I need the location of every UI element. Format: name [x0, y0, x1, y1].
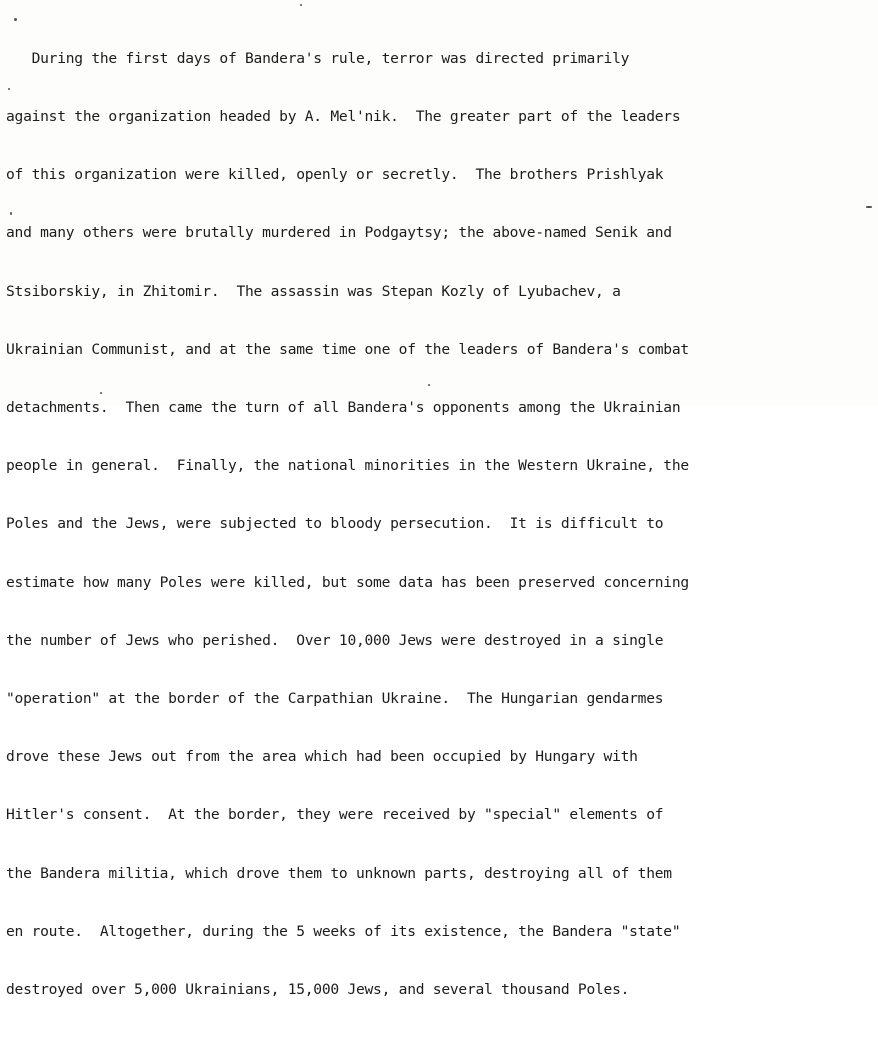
- text-line: against the organization headed by A. Mel'nik. The greater part of the leaders: [6, 108, 681, 126]
- typewritten-paragraph: [6, 10, 872, 1038]
- text-line: en route. Altogether, during the 5 weeks of its existence, the Bandera "state": [6, 922, 681, 940]
- scan-speck: [866, 206, 872, 208]
- text-line: destroyed over 5,000 Ukrainians, 15,000 Jews, and several thousand Poles.: [6, 981, 630, 999]
- text-line: estimate how many Poles were killed, but some data has been preserved concerning: [6, 573, 689, 591]
- text-line: and many others were brutally murdered in Podgaytsy; the above-named Senik and: [6, 224, 672, 242]
- text-line: Ukrainian Communist, and at the same time one of the leaders of Bandera's combat: [6, 340, 689, 358]
- text-line: the number of Jews who perished. Over 10,000 Jews were destroyed in a single: [6, 631, 664, 649]
- text-line: drove these Jews out from the area which had been occupied by Hungary with: [6, 748, 638, 766]
- text-line: During the first days of Bandera's rule, terror was directed primarily: [6, 49, 630, 67]
- text-line: "operation" at the border of the Carpathian Ukraine. The Hungarian gendarmes: [6, 690, 664, 708]
- text-line: people in general. Finally, the national minorities in the Western Ukraine, the: [6, 457, 689, 475]
- scan-speck: [14, 18, 17, 21]
- scan-speck: [428, 384, 430, 386]
- scan-speck: [300, 4, 302, 6]
- scan-speck: [100, 392, 102, 394]
- scan-speck: [8, 88, 10, 90]
- text-line: of this organization were killed, openly or secretly. The brothers Prishlyak: [6, 166, 664, 184]
- text-line: Stsiborskiy, in Zhitomir. The assassin was Stepan Kozly of Lyubachev, a: [6, 282, 621, 300]
- text-line: Poles and the Jews, were subjected to bloody persecution. It is difficult to: [6, 515, 664, 533]
- text-line: the Bandera militia, which drove them to unknown parts, destroying all of them: [6, 864, 672, 882]
- text-line: detachments. Then came the turn of all Bandera's opponents among the Ukrainian: [6, 399, 681, 417]
- text-line: Hitler's consent. At the border, they were received by "special" elements of: [6, 806, 664, 824]
- scan-speck: [10, 212, 12, 215]
